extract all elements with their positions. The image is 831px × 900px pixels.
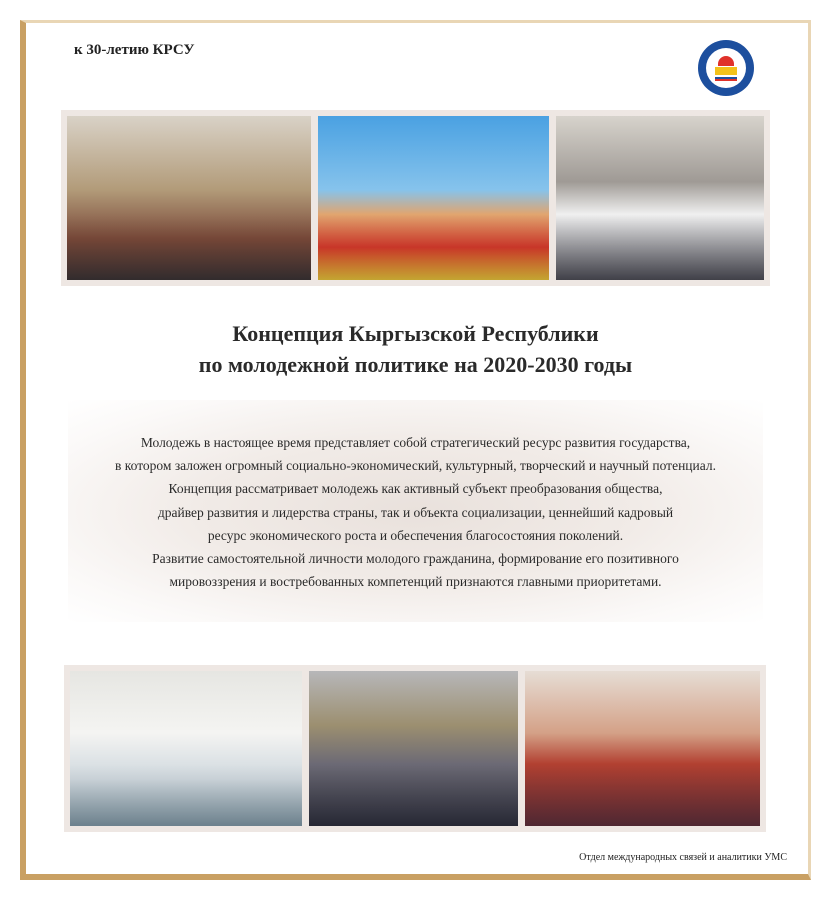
body-line: Развитие самостоятельной личности молодого гражданина, формирование его позитивного bbox=[152, 551, 679, 567]
emblem-flag-shape bbox=[715, 75, 737, 81]
body-line: Концепция рассматривает молодежь как активный субъект преобразования общества, bbox=[168, 481, 663, 497]
emblem-book-shape bbox=[715, 67, 737, 75]
body-line: мировоззрения и востребованных компетенций признаются главными приоритетами. bbox=[169, 574, 662, 590]
body-line: драйвер развития и лидерства страны, так и объекта социализации, ценнейший кадровый bbox=[157, 504, 674, 520]
body-line: ресурс экономического роста и обеспечения благосостояния поколений. bbox=[207, 527, 624, 543]
photo-youth-thumbs-up bbox=[318, 116, 549, 280]
photo-group-with-teacher bbox=[309, 671, 518, 826]
title-line-1: Концепция Кыргызской Республики bbox=[232, 321, 599, 346]
footer-department: Отдел международных связей и аналитики УМС bbox=[579, 852, 787, 863]
photo-students-event bbox=[556, 116, 764, 280]
anniversary-note: к 30-летию КРСУ bbox=[74, 42, 195, 58]
photo-medical-students bbox=[70, 671, 302, 826]
photo-students-studying bbox=[525, 671, 760, 826]
body-line: Молодежь в настоящее время представляет собой стратегический ресурс развития государства, bbox=[140, 435, 691, 450]
title-line-2: по молодежной политике на 2020-2030 годы bbox=[198, 352, 633, 377]
body-line: в котором заложен огромный социально-экономический, культурный, творческий и научный потенциал. bbox=[115, 458, 716, 474]
krsu-emblem-icon bbox=[698, 40, 754, 96]
emblem-sun-shape bbox=[718, 56, 734, 66]
photo-students-national-costumes bbox=[67, 116, 311, 280]
body-text bbox=[68, 431, 763, 593]
top-photo-strip bbox=[61, 110, 770, 286]
bottom-photo-strip bbox=[64, 665, 766, 832]
page-title bbox=[0, 318, 831, 380]
emblem-center bbox=[706, 48, 746, 88]
